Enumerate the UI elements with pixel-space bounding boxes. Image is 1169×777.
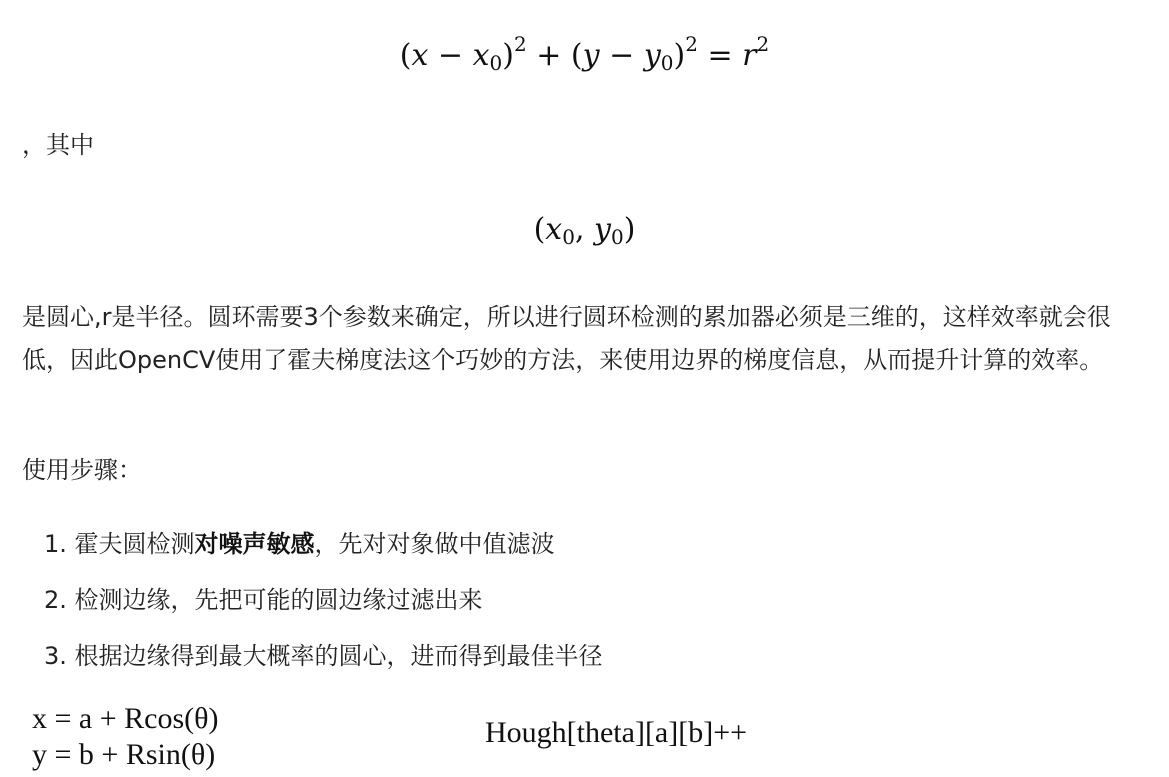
circle-equation: $(x - x_0)^2 + (y - y_0)^2 = r^2$ [399, 32, 770, 75]
step-emphasis: 对噪声敏感 [194, 530, 315, 558]
step-number: 1. [44, 530, 67, 558]
step-item-3: 3. 根据边缘得到最大概率的圆心，进而得到最佳半径 [44, 642, 603, 670]
center-equation: ($x_0$, $y_0$) [533, 212, 636, 249]
step-number: 3. [44, 642, 67, 670]
steps-heading: 使用步骤： [22, 456, 142, 484]
step-number: 2. [44, 586, 67, 614]
step-item-2: 2. 检测边缘，先把可能的圆边缘过滤出来 [44, 586, 483, 614]
step-item-1: 1. 霍夫圆检测对噪声敏感，先对对象做中值滤波 [44, 530, 555, 558]
main-paragraph: 是圆心,r是半径。圆环需要3个参数来确定，所以进行圆环检测的累加器必须是三维的，这样效率就会很低，因此OpenCV使用了霍夫梯度法这个巧妙的方法，来使用边界的梯度信息，从而提升计算的效率。 [22, 303, 1111, 374]
steps-list [44, 516, 603, 684]
formula-hough-accumulator: Hough[theta][a][b]++ [485, 716, 748, 749]
formula-x: x = a + Rcos(θ) [32, 702, 219, 735]
text-qizhong: ，其中 [22, 131, 94, 159]
formula-y: y = b + Rsin(θ) [32, 738, 216, 771]
